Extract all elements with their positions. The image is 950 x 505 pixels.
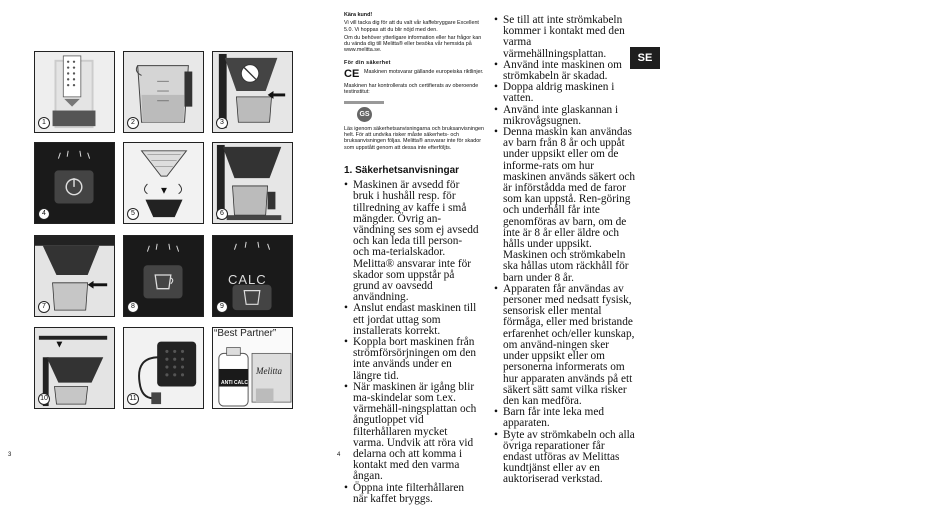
safety-list-middle xyxy=(344,180,479,505)
list-item: • Apparaten får användas av personer med nedsatt fysisk, sensorisk eller mental förmåga, eller med bristande erfarenhet och/eller kunskap, om använd-ningen sker under uppsikt eller om personerna informerats om hur apparaten används på ett säkert sätt samt vilka risker den kan medföra. xyxy=(494,284,636,407)
step-number-2: 2 xyxy=(127,117,139,129)
illustration-step-8 xyxy=(123,235,204,317)
intro-paragraph-1: Vi vill tacka dig för att du valt vår kaffebryggare Excellent 5.0. Vi hoppas att du blir nöjd med den. xyxy=(344,20,479,33)
intro-paragraph-2: Om du behöver ytterligare information eller har frågor kan du vända dig till Melitta® eller besöka vår hemsida på www.melitta.se. xyxy=(344,34,482,54)
safety-list-right xyxy=(494,15,636,486)
intro-column xyxy=(344,12,484,153)
safety-continued xyxy=(494,15,636,486)
illustration-step-7 xyxy=(34,235,115,317)
illustration-step-4 xyxy=(34,142,115,224)
section-title: 1. Säkerhetsanvisningar xyxy=(344,165,460,176)
list-item: • Anslut endast maskinen till ett jordat uttag som installerats korrekt. xyxy=(344,303,479,337)
illustration-step-10 xyxy=(34,327,115,409)
ce-row xyxy=(344,69,484,79)
list-item: • När maskinen är igång blir ma-skindelar som t.ex. värmehäll-ningsplattan och ångutloppet vid filterhållaren mycket varma. Undvik att röra vid delarna och att komma i kontakt med den varma ångan. xyxy=(344,382,479,483)
anti-calc-label: ANTI CALC xyxy=(221,380,248,386)
page-number-left: 3 xyxy=(8,452,12,458)
melitta-logo: Melitta xyxy=(256,366,282,376)
list-item: • Använd inte glaskannan i mikrovågsugnen. xyxy=(494,105,636,127)
step-number-7: 7 xyxy=(38,301,50,313)
step-number-6: 6 xyxy=(216,208,228,220)
disclaimer-text: Läs igenom säkerhetsanvisningarna och bruksanvisningen helt. För att undvika risker måste säkerhets- och bruksanvisningen följas. Melitta® ansvarar inte för skador som uppstått genom att dessa inte efterföljts. xyxy=(344,125,484,151)
step-number-1: 1 xyxy=(38,117,50,129)
gs-certification-icon xyxy=(344,99,384,123)
gs-mark-label: GS xyxy=(357,107,372,122)
illustration-step-3 xyxy=(212,51,293,133)
step-number-4: 4 xyxy=(38,208,50,220)
language-tab: SE xyxy=(630,47,660,69)
ce-mark-icon: CE xyxy=(344,68,360,81)
list-item: • Doppa aldrig maskinen i vatten. xyxy=(494,82,636,104)
list-item: • Koppla bort maskinen från strömförsörjningen om den inte används under en längre tid. xyxy=(344,337,479,382)
ce-text: Maskinen motsvarar gällande europeiska riktlinjer. xyxy=(364,69,484,76)
calc-label: CALC xyxy=(228,272,267,287)
step-number-3: 3 xyxy=(216,117,228,129)
list-item: • Öppna inte filterhållaren när kaffet bryggs. xyxy=(344,483,479,505)
list-item: • Använd inte maskinen om strömkabeln är skadad. xyxy=(494,60,636,82)
illustration-step-2 xyxy=(123,51,204,133)
greeting: Kära kund! xyxy=(344,12,373,18)
illustration-step-6 xyxy=(212,142,293,224)
step-number-5: 5 xyxy=(127,208,139,220)
step-number-11: 11 xyxy=(127,393,139,405)
illustration-step-1 xyxy=(34,51,115,133)
step-number-9: 9 xyxy=(216,301,228,313)
list-item: • Barn får inte leka med apparaten. xyxy=(494,407,636,429)
step-number-8: 8 xyxy=(127,301,139,313)
safety-heading: För din säkerhet xyxy=(344,59,391,66)
illustration-step-5 xyxy=(123,142,204,224)
step-number-10: 10 xyxy=(38,393,50,405)
best-partner-label: “Best Partner” xyxy=(214,328,277,339)
illustration-step-11 xyxy=(123,327,204,409)
page-number-middle: 4 xyxy=(337,452,341,458)
list-item: • Se till att inte strömkabeln kommer i kontakt med den varma värmehällningsplattan. xyxy=(494,15,636,60)
tested-text: Maskinen har kontrollerats och certifierats av oberoende testinstitut: xyxy=(344,83,479,96)
safety-section xyxy=(344,165,479,505)
list-item: • Maskinen är avsedd för bruk i hushåll resp. för tillredning av kaffe i små mängder. Övrig an-vändning ses som ej avsedd och kan leda till person- och ma-terialskador. Melitta® ansvarar inte för skador som uppstår på grund av oavsedd användning. xyxy=(344,180,479,303)
list-item: • Byte av strömkabeln och alla övriga reparationer får endast utföras av Melittas kundtjänst eller av en auktoriserad verkstad. xyxy=(494,430,636,486)
list-item: • Denna maskin kan användas av barn från 8 år och uppåt under uppsikt eller om de informe-rats om hur maskinen används säkert och är införstådda med de faror som kan uppstå. Ren-göring och underhåll får inte genomföras av barn, om de inte är 8 år eller äldre och hålls under uppsikt. Maskinen och strömkabeln ska hållas utom räckhåll för barn under 8 år. xyxy=(494,127,636,284)
